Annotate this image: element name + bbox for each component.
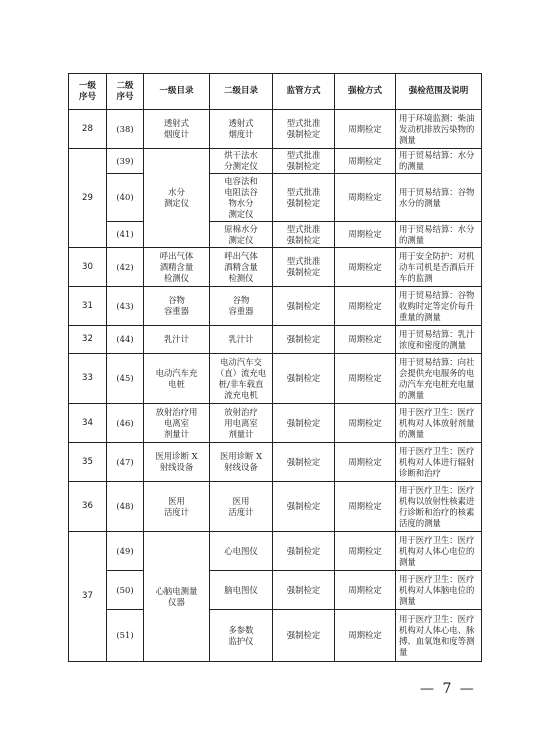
supervision: 型式批准 强制检定 [273,174,335,222]
level1-no: 31 [69,287,107,326]
inspection-mode: 周期检定 [335,287,396,326]
scope: 用于安全防护：对机动车司机是否酒后开车的监测 [396,248,482,287]
scope: 用于医疗卫生：医疗机构以放射性核素进行诊断和治疗的核素活度的测量 [396,482,482,532]
header-level2-no: 二级 序号 [107,74,144,110]
level2-catalog: 多参数 监护仪 [210,610,273,662]
inspection-mode: 周期检定 [335,222,396,248]
inspection-mode: 周期检定 [335,248,396,287]
inspection-mode: 周期检定 [335,326,396,354]
level1-catalog: 医用 活度计 [144,482,210,532]
supervision: 型式批准 强制检定 [273,149,335,174]
level2-no: (42) [107,248,144,287]
inspection-mode: 周期检定 [335,610,396,662]
header-level2-catalog: 二级目录 [210,74,273,110]
scope: 用于贸易结算：谷物水分的测量 [396,174,482,222]
supervision: 型式批准 强制检定 [273,222,335,248]
level2-no: (49) [107,532,144,571]
inspection-mode: 周期检定 [335,482,396,532]
scope: 用于贸易结算：水分的测量 [396,149,482,174]
supervision: 强制检定 [273,354,335,404]
level1-catalog: 放射治疗用 电离室 剂量计 [144,404,210,443]
scope: 用于医疗卫生：医疗机构对人体脑电位的测量 [396,571,482,610]
table-row [69,149,482,174]
level2-no: (51) [107,610,144,662]
supervision: 型式批准 强制检定 [273,248,335,287]
header-row [69,74,482,110]
table-row [69,571,482,610]
level1-catalog: 乳汁计 [144,326,210,354]
level1-no: 33 [69,354,107,404]
table-row [69,443,482,482]
page-number: — 7 — [420,681,476,697]
level1-no: 28 [69,110,107,149]
supervision: 强制检定 [273,404,335,443]
level2-no: (38) [107,110,144,149]
inspection-mode: 周期检定 [335,571,396,610]
level2-catalog: 脑电图仪 [210,571,273,610]
level1-catalog: 呼出气体 酒精含量 检测仪 [144,248,210,287]
level1-catalog: 透射式 烟度计 [144,110,210,149]
level2-catalog: 电动汽车交 （直）流充电 桩/非车载直 流充电机 [210,354,273,404]
level2-catalog: 医用 活度计 [210,482,273,532]
inspection-mode: 周期检定 [335,110,396,149]
supervision: 强制检定 [273,443,335,482]
level1-no: 32 [69,326,107,354]
supervision: 强制检定 [273,610,335,662]
level2-catalog: 透射式 烟度计 [210,110,273,149]
header-supervision: 监管方式 [273,74,335,110]
inspection-mode: 周期检定 [335,354,396,404]
level1-catalog: 医用诊断 X 射线设备 [144,443,210,482]
level2-no: (39) [107,149,144,174]
table-row [69,222,482,248]
scope: 用于环境监测：柴油发动机排放污染物的测量 [396,110,482,149]
level2-catalog: 医用诊断 X 射线设备 [210,443,273,482]
scope: 用于贸易结算：谷物收购时定等定价每升重量的测量 [396,287,482,326]
level1-no: 35 [69,443,107,482]
level2-no: (50) [107,571,144,610]
level1-no: 34 [69,404,107,443]
level2-catalog: 原棉水分 测定仪 [210,222,273,248]
level2-no: (47) [107,443,144,482]
level1-catalog: 谷物 容重器 [144,287,210,326]
level2-no: (43) [107,287,144,326]
level1-no: 37 [69,532,107,662]
level1-no: 36 [69,482,107,532]
level2-catalog: 放射治疗 用电离室 剂量计 [210,404,273,443]
supervision: 强制检定 [273,571,335,610]
table-row [69,110,482,149]
supervision: 强制检定 [273,532,335,571]
level2-no: (44) [107,326,144,354]
scope: 用于医疗卫生：医疗机构对人体放射剂量的测量 [396,404,482,443]
regulation-table [68,73,482,662]
level1-catalog: 心脑电测量 仪器 [144,532,210,662]
header-level1-catalog: 一级目录 [144,74,210,110]
inspection-mode: 周期检定 [335,174,396,222]
table-row [69,404,482,443]
level1-no: 30 [69,248,107,287]
level1-catalog: 水分 测定仪 [144,149,210,248]
scope: 用于医疗卫生：医疗机构对人体心电位的测量 [396,532,482,571]
table-row [69,610,482,662]
level2-no: (46) [107,404,144,443]
table-row [69,532,482,571]
level1-catalog: 电动汽车充 电桩 [144,354,210,404]
supervision: 强制检定 [273,287,335,326]
table-row [69,482,482,532]
level2-catalog: 呼出气体 酒精含量 检测仪 [210,248,273,287]
level2-catalog: 乳汁计 [210,326,273,354]
header-scope: 强检范围及说明 [396,74,482,110]
table-row [69,326,482,354]
level2-no: (48) [107,482,144,532]
table-row [69,174,482,222]
supervision: 型式批准 强制检定 [273,110,335,149]
scope: 用于贸易结算：乳汁浓度和密度的测量 [396,326,482,354]
level2-no: (45) [107,354,144,404]
inspection-mode: 周期检定 [335,404,396,443]
scope: 用于医疗卫生：医疗机构对人体心电、脉搏、血氧饱和度等测量 [396,610,482,662]
scope: 用于医疗卫生：医疗机构对人体进行辐射诊断和治疗 [396,443,482,482]
level2-catalog: 心电图仪 [210,532,273,571]
inspection-mode: 周期检定 [335,532,396,571]
inspection-mode: 周期检定 [335,149,396,174]
inspection-mode: 周期检定 [335,443,396,482]
scope: 用于贸易结算：向社会提供充电服务的电动汽车充电桩充电量的测量 [396,354,482,404]
level2-catalog: 电容法和 电阻法谷 物水分 测定仪 [210,174,273,222]
table-row [69,287,482,326]
level1-no: 29 [69,149,107,248]
level2-catalog: 烘干法水 分测定仪 [210,149,273,174]
level2-no: (40) [107,174,144,222]
table-row [69,248,482,287]
scope: 用于贸易结算：水分的测量 [396,222,482,248]
header-level1-no: 一级 序号 [69,74,107,110]
header-inspection-mode: 强检方式 [335,74,396,110]
table-row [69,354,482,404]
supervision: 强制检定 [273,482,335,532]
level2-no: (41) [107,222,144,248]
level2-catalog: 谷物 容重器 [210,287,273,326]
supervision: 强制检定 [273,326,335,354]
